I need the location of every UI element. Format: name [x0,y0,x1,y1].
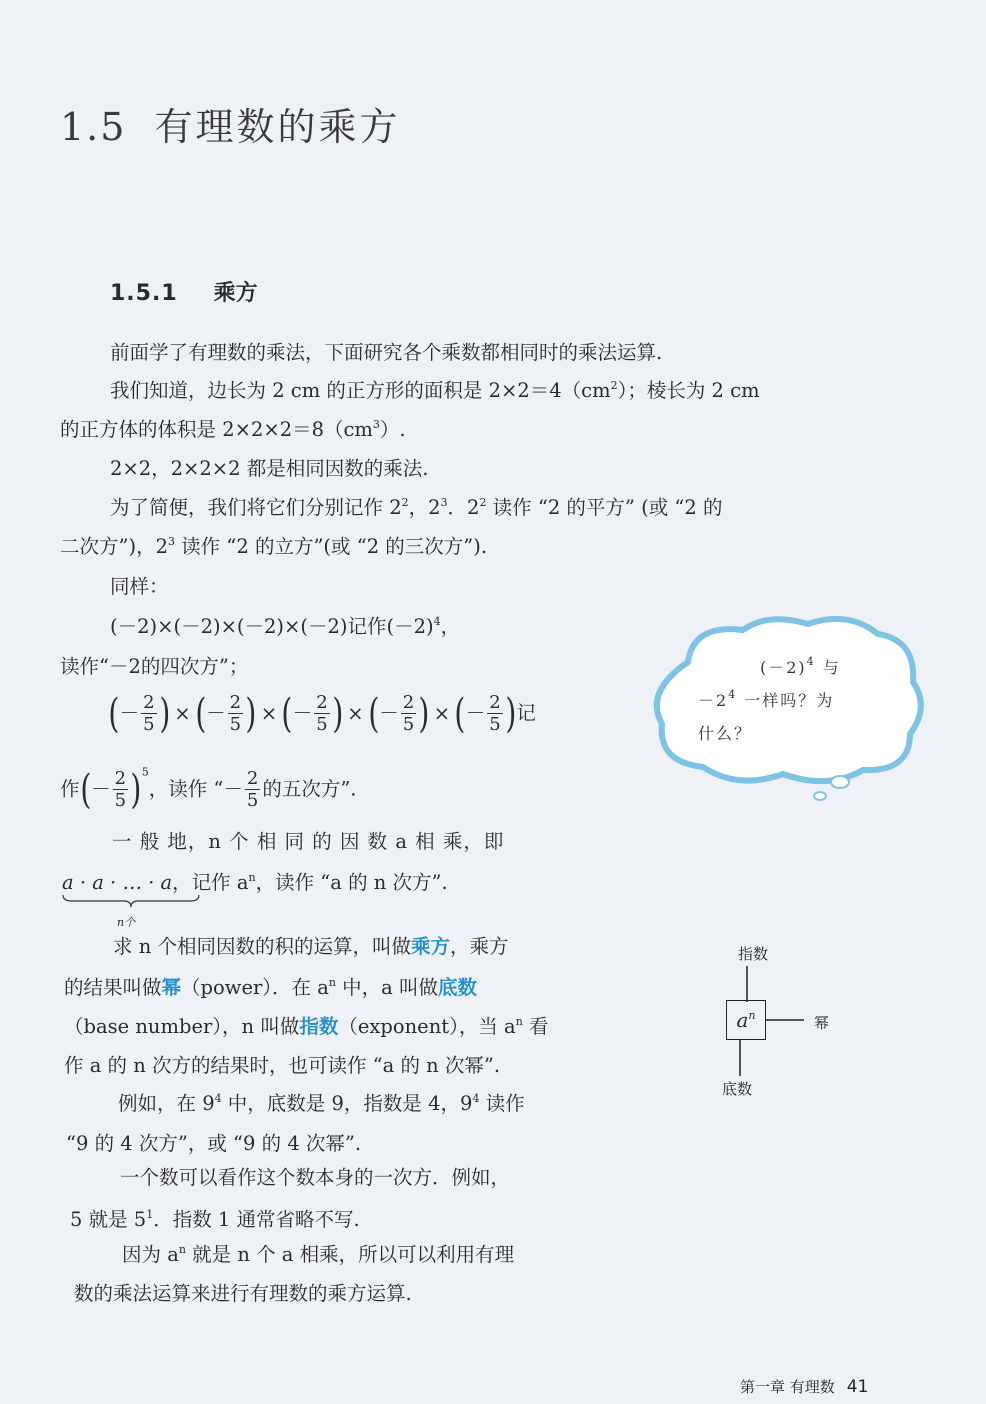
subsection-title-text: 乘方 [213,281,258,306]
section-number: 1.5 [60,105,127,149]
page-footer [740,1376,868,1397]
fraction: $\frac{2}{5}$ [316,692,328,735]
fraction-equation: 作(－ $\frac{2}{5}$ )$^5$，读作 “－ $\frac{2}{5}$ 的五次方”. [60,765,357,813]
subsection-number: 1.5.1 [110,281,178,306]
paragraph-line: 5 就是 $5^1$．指数 1 通常省略不写. [70,1208,360,1231]
paragraph-line: 一 般 地，n 个 相 同 的 因 数 a 相 乘，即 [112,830,505,853]
paragraph-line: 因为 $a^n$ 就是 n 个 a 相乘，所以可以利用有理 [122,1243,515,1266]
diagram-base-label: 底数 [722,1080,753,1098]
subsection-title [110,276,258,307]
term-zhishu: 指数 [299,1015,339,1038]
term-chengfang: 乘方 [410,935,450,958]
equation-line: (－2)×(－2)×(－2)×(－2)记作$(-2)^4$， [110,615,461,638]
fraction: $\frac{2}{5}$ [114,768,127,811]
paragraph-line: a · a · … · a，记作 $a^n$，读作 “a 的 n 次方”. [62,871,448,894]
paragraph-line: 为了简便，我们将它们分别记作 $2^2$，$2^3$．$2^2$ 读作 “2 的平方” (或 “2 的 [110,496,723,519]
paragraph-line: 求 n 个相同因数的积的运算，叫做乘方，乘方 [113,935,509,958]
cloud-line: $(-2)^4$ 与 [760,655,841,677]
diagram-exponent-label: 指数 [738,945,769,963]
chapter-label: 第一章 有理数 [740,1378,835,1396]
term-mi: 幂 [161,976,182,999]
section-title-text: 有理数的乘方 [154,105,401,149]
paragraph-line: 2×2，2×2×2 都是相同因数的乘法. [110,457,429,480]
fraction: $\frac{2}{5}$ [229,692,242,735]
paragraph-line: 数的乘法运算来进行有理数的乘方运算. [74,1282,412,1305]
paragraph-line: 的正方体的体积是 $2\times 2\times 2=8(cm^3)$. [60,418,406,441]
cloud-line: $-2^4$ 一样吗？为 [698,688,835,710]
paragraph-line: 作 a 的 n 次方的结果时，也可读作 “a 的 n 次幂”. [64,1054,501,1077]
fraction: $\frac{2}{5}$ [402,692,415,735]
section-title [60,96,400,151]
underbrace [62,894,200,908]
paragraph-line: 的结果叫做幂（power）．在 $a^n$ 中，a 叫做底数 [64,976,478,999]
paragraph-line: 二次方”)，$2^3$ 读作 “2 的立方”(或 “2 的三次方”). [60,535,488,558]
fraction-equation: (－ $\frac{2}{5}$ ) × (－ $\frac{2}{5}$ ) × (－ $\frac{2}{5}$ ) × (－ $\frac{2}{5}$ ) × (－ $\frac{2}{5}$ )记 [108,691,536,737]
fraction: $\frac{2}{5}$ [143,692,155,735]
paragraph-line: （base number），n 叫做指数（exponent），当 $a^n$ 看 [64,1015,549,1038]
paragraph-line: 前面学了有理数的乘法，下面研究各个乘数都相同时的乘法运算. [110,341,663,364]
paragraph-line: 一个数可以看作这个数本身的一次方．例如， [120,1166,511,1189]
paragraph-line: 同样： [110,575,169,598]
cloud-line: 什么？ [698,724,753,743]
fraction: $\frac{2}{5}$ [246,768,259,811]
paragraph-line: “9 的 4 次方”，或 “9 的 4 次幂”. [66,1132,362,1155]
diagram-power-box: $a^n$ [726,1000,766,1040]
diagram-power-label: 幂 [814,1014,830,1032]
paragraph-line: 例如，在 $9^4$ 中，底数是 9，指数是 4，$9^4$ 读作 [118,1092,525,1115]
term-dishu: 底数 [438,976,478,999]
page-number: 41 [846,1377,869,1397]
fraction: $\frac{2}{5}$ [489,692,501,735]
underbrace-label: n个 [117,916,136,929]
paragraph-line: 读作“－2的四次方”； [60,655,249,678]
paragraph-line: 我们知道，边长为 2 cm 的正方形的面积是 $2\times 2=4(cm^2)$；棱长为 2 cm [110,379,760,402]
thought-cloud [648,612,928,812]
